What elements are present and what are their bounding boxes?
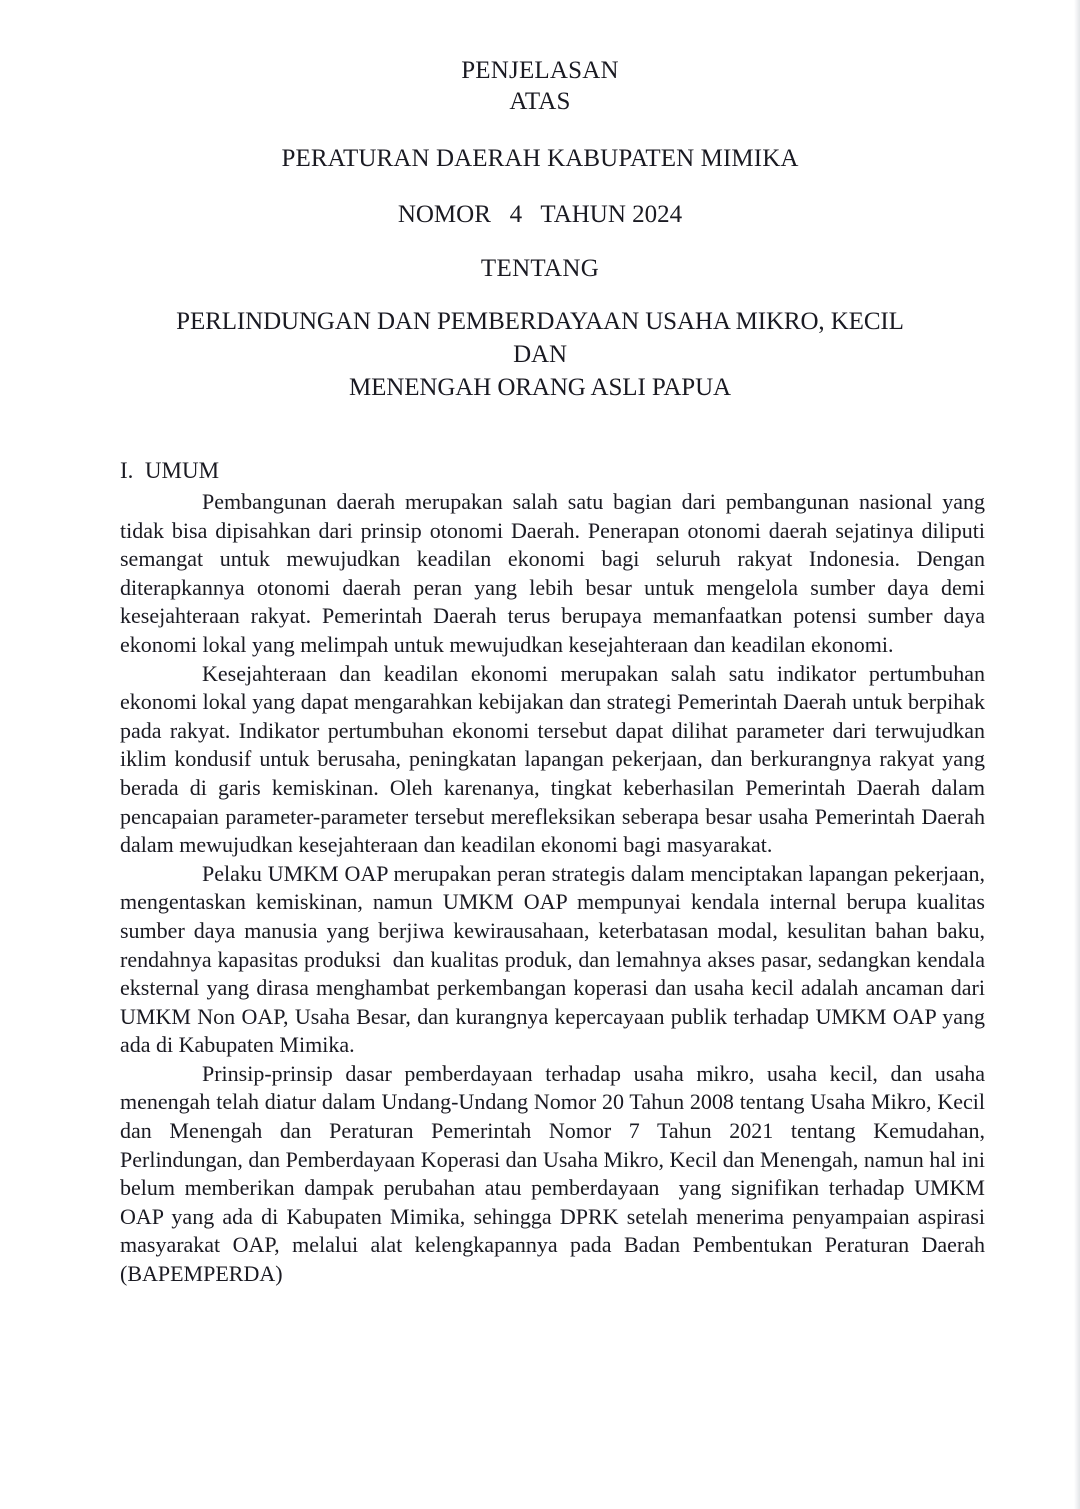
document-body: [0, 456, 1080, 1289]
paragraph: Prinsip-prinsip dasar pemberdayaan terhadap usaha mikro, usaha kecil, dan usaha menengah telah diatur dalam Undang-Undang Nomor 20 Tahun 2008 tentang Usaha Mikro, Kecil dan Menengah dan Peraturan Pemerintah Nomor 7 Tahun 2021 tentang Kemudahan, Perlindungan, dan Pemberdayaan Koperasi dan Usaha Mikro, Kecil dan Menengah, namun hal ini belum memberikan dampak perubahan atau pemberdayaan yang signifikan terhadap UMKM OAP yang ada di Kabupaten Mimika, sehingga DPRK setelah menerima penyampaian aspirasi masyarakat OAP, melalui alat kelengkapannya pada Badan Pembentukan Peraturan Daerah (BAPEMPERDA): [120, 1060, 991, 1287]
heading-subject-line-2: MENENGAH ORANG ASLI PAPUA: [348, 374, 732, 401]
heading-spacer-1: [0, 117, 1080, 143]
heading-tentang: TENTANG: [480, 255, 600, 282]
heading-atas: ATAS: [509, 88, 571, 115]
paragraph: Pembangunan daerah merupakan salah satu bagian dari pembangunan nasional yang tidak bisa dipisahkan dari prinsip otonomi Daerah. Penerapan otonomi daerah sejatinya diliputi semangat untuk mewujudkan keadilan ekonomi bagi seluruh rakyat Indonesia. Dengan diterapkannya otonomi daerah peran yang lebih besar untuk mengelola sumber daya demi kesejahteraan rakyat. Pemerintah Daerah terus berupaya memanfaatkan potensi sumber daya ekonomi lokal yang melimpah untuk mewujudkan kesejahteraan dan keadilan ekonomi.: [120, 489, 991, 657]
paragraph: Pelaku UMKM OAP merupakan peran strategis dalam menciptakan lapangan pekerjaan, mengentaskan kemiskinan, namun UMKM OAP mempunyai kendala internal berupa kualitas sumber daya manusia yang berjiwa kewirausahaan, keterbatasan modal, kesulitan bahan baku, rendahnya kapasitas produksi dan kualitas produk, dan lemahnya akses pasar, sedangkan kendala eksternal yang dirasa menghambat perkembangan koperasi dan usaha kecil adalah ancaman dari UMKM Non OAP, Usaha Besar, dan kurangnya kepercayaan publik terhadap UMKM OAP yang ada di Kabupaten Mimika.: [120, 860, 991, 1058]
heading-spacer-4: [0, 285, 1080, 305]
heading-regulation-title: PERATURAN DAERAH KABUPATEN MIMIKA: [281, 145, 799, 172]
heading-subject-line-1: PERLINDUNGAN DAN PEMBERDAYAAN USAHA MIKRO, KECIL DAN: [176, 308, 904, 368]
heading-penjelasan: PENJELASAN: [461, 57, 619, 84]
section-heading-umum: I. UMUM: [120, 458, 220, 483]
paragraph: Kesejahteraan dan keadilan ekonomi merupakan salah satu indikator pertumbuhan ekonomi lokal yang dapat mengarahkan kebijakan dan strategi Pemerintah Daerah untuk berpihak pada rakyat. Indikator pertumbuhan ekonomi tersebut dapat dilihat parameter dari terwujudkan iklim kondusif untuk berusaha, peningkatan lapangan pekerjaan, dan berkurangnya rakyat yang berada di garis kemiskinan. Oleh karenanya, tingkat keberhasilan Pemerintah Daerah dalam pencapaian parameter-parameter tersebut merefleksikan seberapa besar usaha Pemerintah Daerah dalam mewujudkan kesejahteraan dan keadilan ekonomi bagi masyarakat.: [120, 660, 991, 858]
document-heading-block: [0, 0, 1080, 404]
heading-spacer-3: [0, 231, 1080, 253]
heading-number-line: NOMOR 4 TAHUN 2024: [397, 201, 683, 228]
heading-subject: [160, 305, 920, 404]
heading-spacer-2: [0, 175, 1080, 199]
